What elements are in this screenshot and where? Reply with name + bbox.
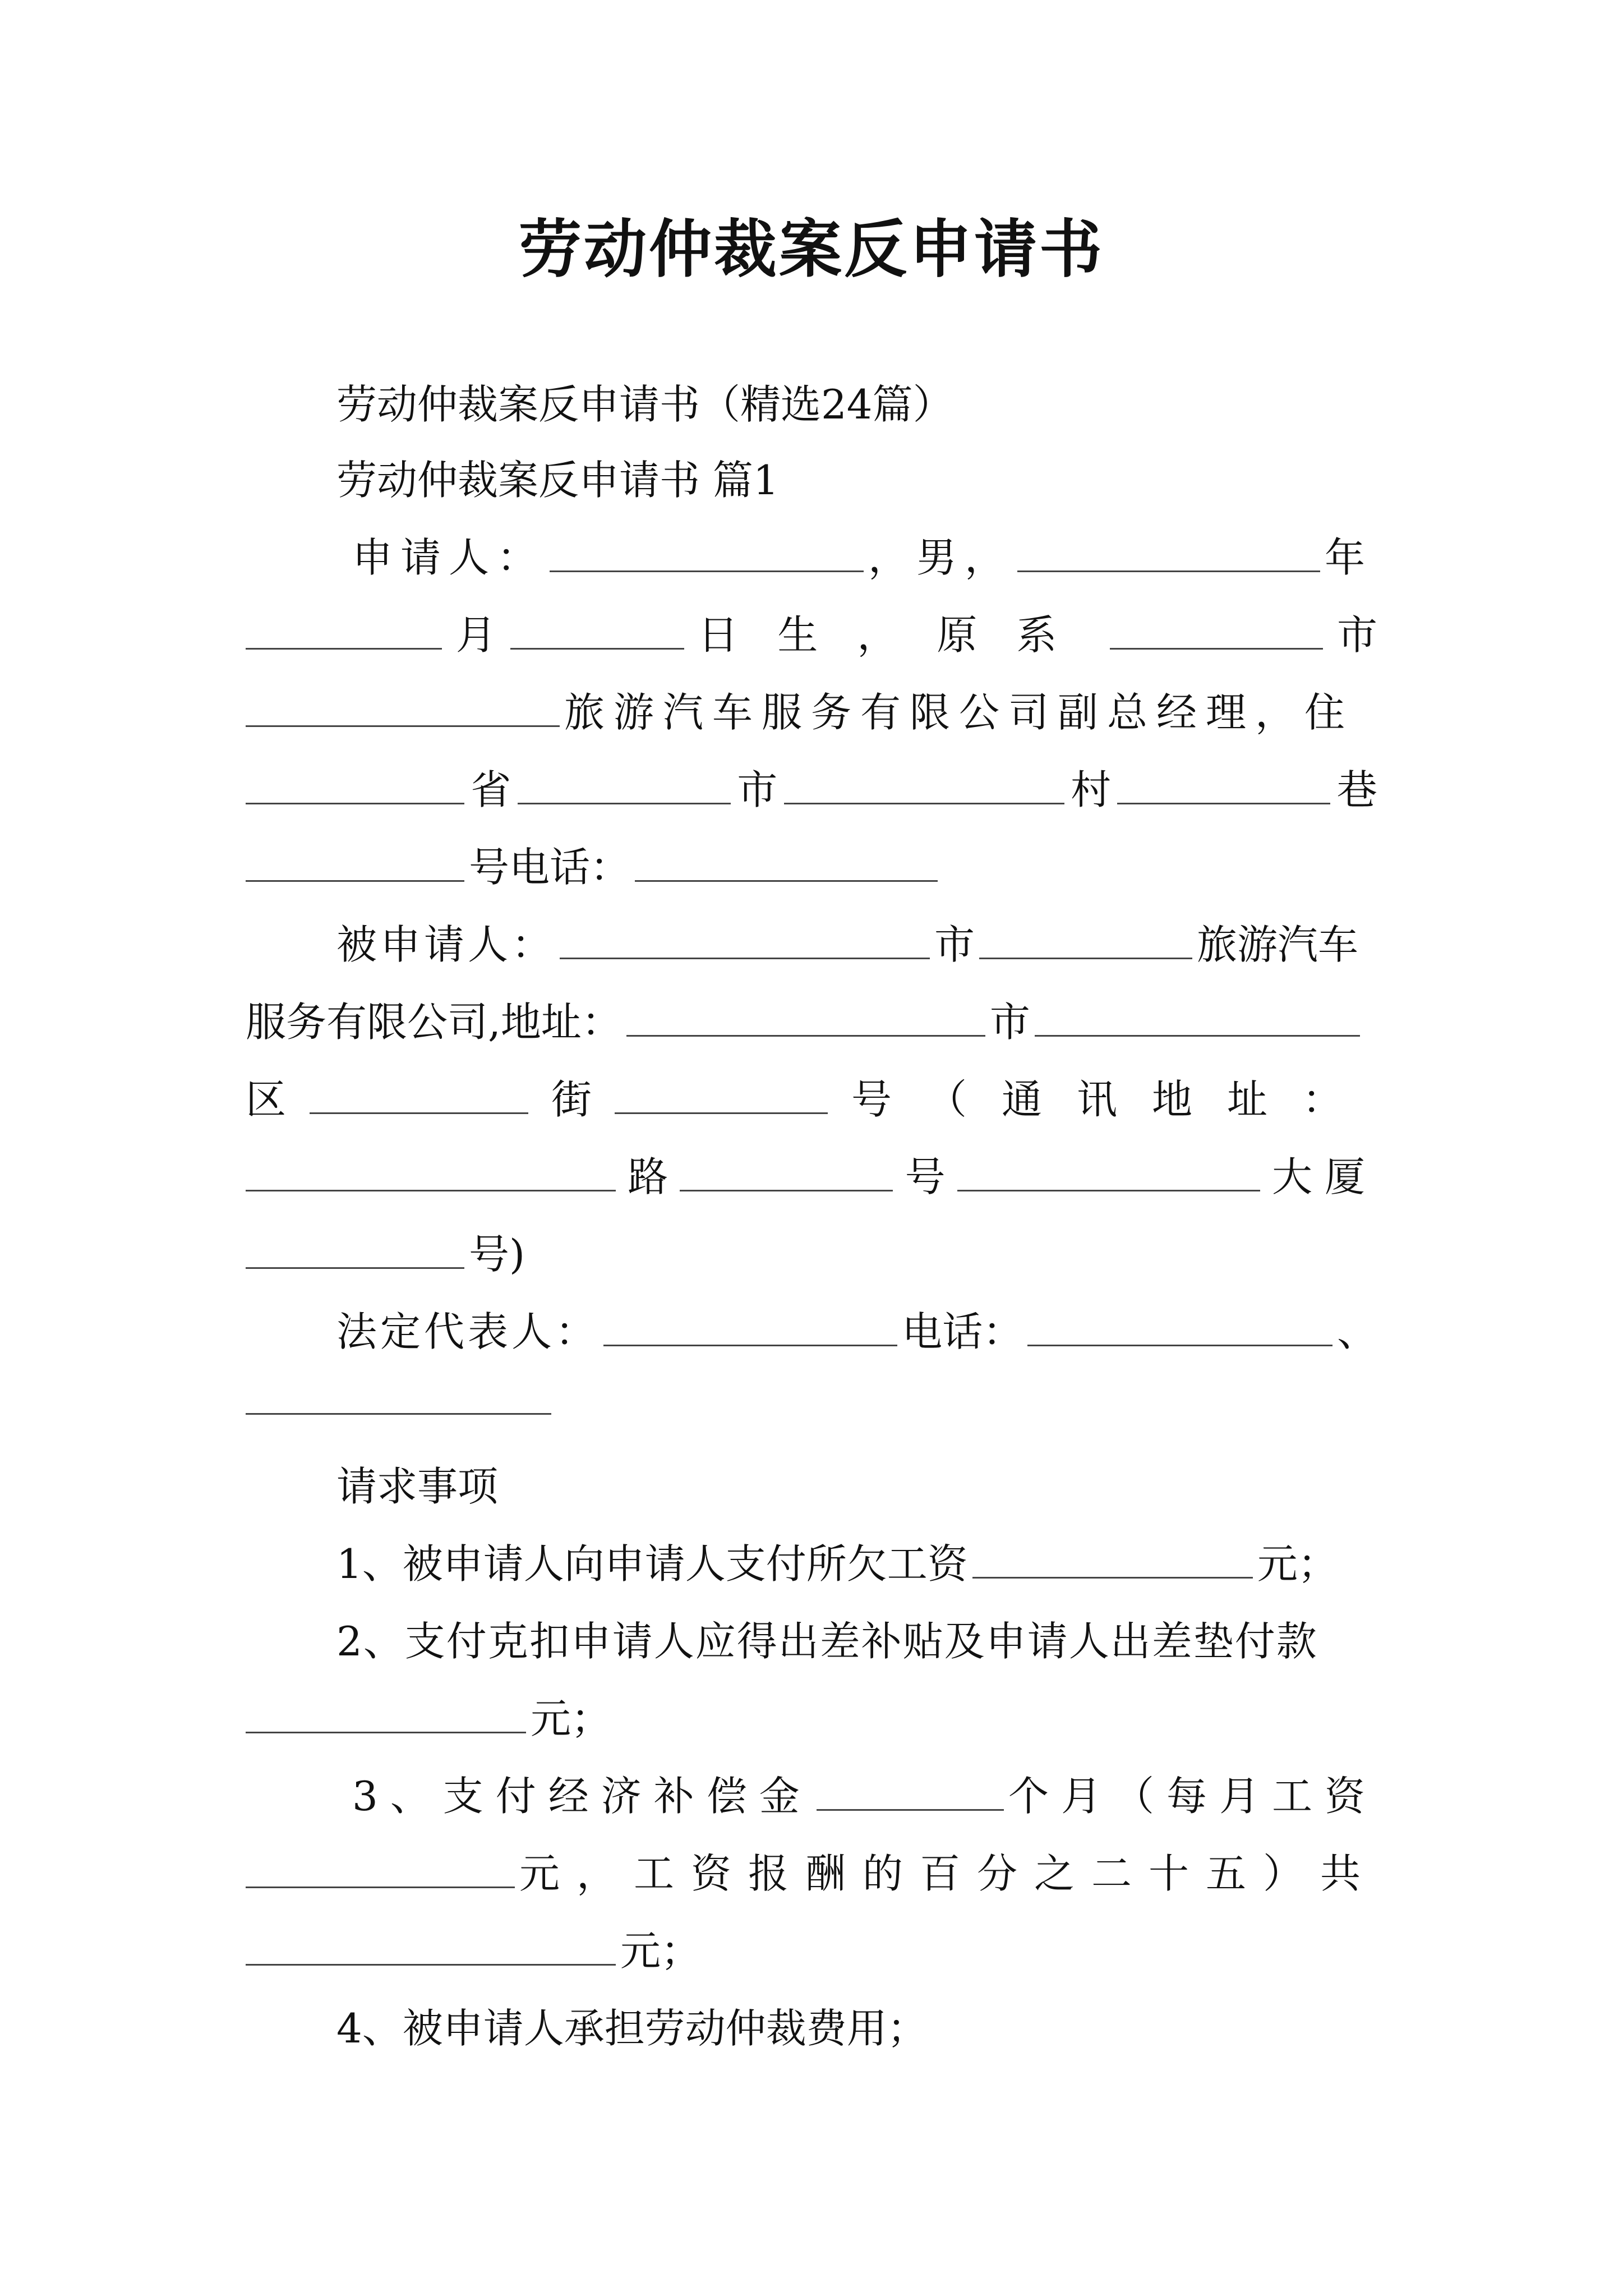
city-blank xyxy=(518,803,731,804)
respondent-label: 被申请人： xyxy=(336,921,556,968)
former-city-blank xyxy=(1110,648,1323,650)
request-item-3 xyxy=(246,1765,1377,1826)
request-item-3-total xyxy=(246,1920,1377,1981)
birth-month-blank xyxy=(246,648,442,650)
applicant-name-blank xyxy=(550,570,864,572)
respondent-line-5 xyxy=(246,1223,1377,1285)
section-heading: 劳动仲裁案反申请书 篇1 xyxy=(336,457,779,504)
request-3-text: 3、支付经济补偿金 xyxy=(352,1773,812,1820)
address-district-blank xyxy=(1035,1035,1360,1037)
year-label: 年 xyxy=(1325,534,1373,581)
requests-heading: 请求事项 xyxy=(336,1463,499,1510)
legal-rep-name-blank xyxy=(603,1345,897,1346)
subtitle-line xyxy=(246,373,1377,435)
legal-rep-separator: 、 xyxy=(1336,1308,1377,1355)
comm-road-blank xyxy=(246,1190,616,1191)
legal-rep-phone-blank xyxy=(1027,1345,1332,1346)
phone-label: 号电话： xyxy=(469,844,631,891)
legal-rep-phone-label: 电话： xyxy=(902,1308,1023,1355)
request-3-wage-text: 元，工资报酬的百分之二十五）共 xyxy=(519,1850,1377,1897)
request-item-3-cont xyxy=(246,1842,1377,1904)
street-number-blank xyxy=(615,1112,828,1114)
address-city-label: 市 xyxy=(989,999,1030,1046)
request-item-2-cont xyxy=(246,1687,1377,1749)
applicant-line-1 xyxy=(246,526,1377,588)
building-blank xyxy=(957,1190,1260,1191)
address-city-blank xyxy=(626,1035,985,1037)
respondent-city-label: 市 xyxy=(934,921,975,968)
section-heading-line xyxy=(246,449,1377,510)
respondent-company-1: 旅游汽车 xyxy=(1197,921,1359,968)
unpaid-wages-blank xyxy=(972,1577,1253,1579)
respondent-line-1 xyxy=(246,913,1377,975)
applicant-phone-blank xyxy=(635,880,938,882)
request-item-2 xyxy=(246,1610,1377,1672)
respondent-line-4 xyxy=(246,1145,1377,1207)
lane-blank xyxy=(1117,803,1330,804)
lane-label: 巷 xyxy=(1336,766,1377,813)
applicant-line-4 xyxy=(246,758,1377,820)
district-label: 区 xyxy=(246,1076,287,1123)
document-title: 劳动仲裁案反申请书 xyxy=(519,213,1104,286)
building-label: 大厦 xyxy=(1271,1153,1377,1200)
respondent-line-3 xyxy=(246,1068,1377,1130)
legal-rep-phone-blank-2 xyxy=(246,1413,551,1415)
number-comm-label: 号（通讯地址： xyxy=(851,1076,1377,1123)
monthly-wage-blank xyxy=(246,1887,515,1888)
street-label: 街 xyxy=(551,1076,592,1123)
respondent-company-2: 服务有限公司,地址： xyxy=(246,999,622,1046)
province-label: 省 xyxy=(471,766,511,813)
legal-rep-line-2 xyxy=(246,1369,1377,1430)
applicant-label: 申请人： xyxy=(352,534,546,581)
applicant-line-3 xyxy=(246,681,1377,743)
street-blank xyxy=(310,1112,528,1114)
house-number-blank xyxy=(246,880,464,882)
request-2-unit: 元； xyxy=(531,1695,612,1742)
request-3-months: 个月（每月工资 xyxy=(1008,1773,1377,1820)
respondent-city-blank xyxy=(979,958,1192,959)
company-city-blank xyxy=(246,725,560,727)
request-2-text: 2、支付克扣申请人应得出差补贴及申请人出差垫付款 xyxy=(336,1618,1318,1665)
applicant-line-2 xyxy=(246,604,1377,665)
city-label: 市 xyxy=(1336,611,1377,659)
road-label: 路 xyxy=(628,1153,668,1200)
applicant-gender: ，男， xyxy=(868,534,1013,581)
building-number-blank xyxy=(246,1267,464,1269)
compensation-months-blank xyxy=(817,1809,1004,1811)
request-4-text: 4、被申请人承担劳动仲裁费用； xyxy=(336,2005,928,2052)
request-1-text: 1、被申请人向申请人支付所欠工资 xyxy=(336,1540,968,1588)
number-label: 号 xyxy=(905,1153,946,1200)
born-former-label: 日生，原系 xyxy=(698,611,1096,659)
request-item-4 xyxy=(246,1997,1377,2059)
applicant-line-5 xyxy=(246,836,1377,898)
request-1-unit: 元； xyxy=(1257,1540,1338,1588)
birth-day-blank xyxy=(510,648,684,650)
legal-rep-label: 法定代表人： xyxy=(336,1308,600,1355)
requests-heading-line xyxy=(246,1455,1377,1517)
road-number-blank xyxy=(680,1190,893,1191)
province-blank xyxy=(246,803,464,804)
village-label: 村 xyxy=(1071,766,1112,813)
company-label: 旅游汽车服务有限公司副总经理，住 xyxy=(564,689,1354,736)
subtitle: 劳动仲裁案反申请书（精选24篇） xyxy=(336,381,953,428)
birth-year-blank xyxy=(1017,570,1320,572)
respondent-line-2 xyxy=(246,991,1377,1052)
legal-rep-line xyxy=(246,1300,1377,1362)
city-label-2: 市 xyxy=(737,766,778,813)
month-label: 月 xyxy=(455,611,496,659)
respondent-name-blank xyxy=(560,958,930,959)
number-close-label: 号) xyxy=(469,1231,525,1278)
village-blank xyxy=(784,803,1064,804)
request-3-unit: 元； xyxy=(620,1927,702,1975)
allowance-blank xyxy=(246,1732,526,1733)
compensation-total-blank xyxy=(246,1964,616,1966)
request-item-1 xyxy=(246,1533,1377,1594)
